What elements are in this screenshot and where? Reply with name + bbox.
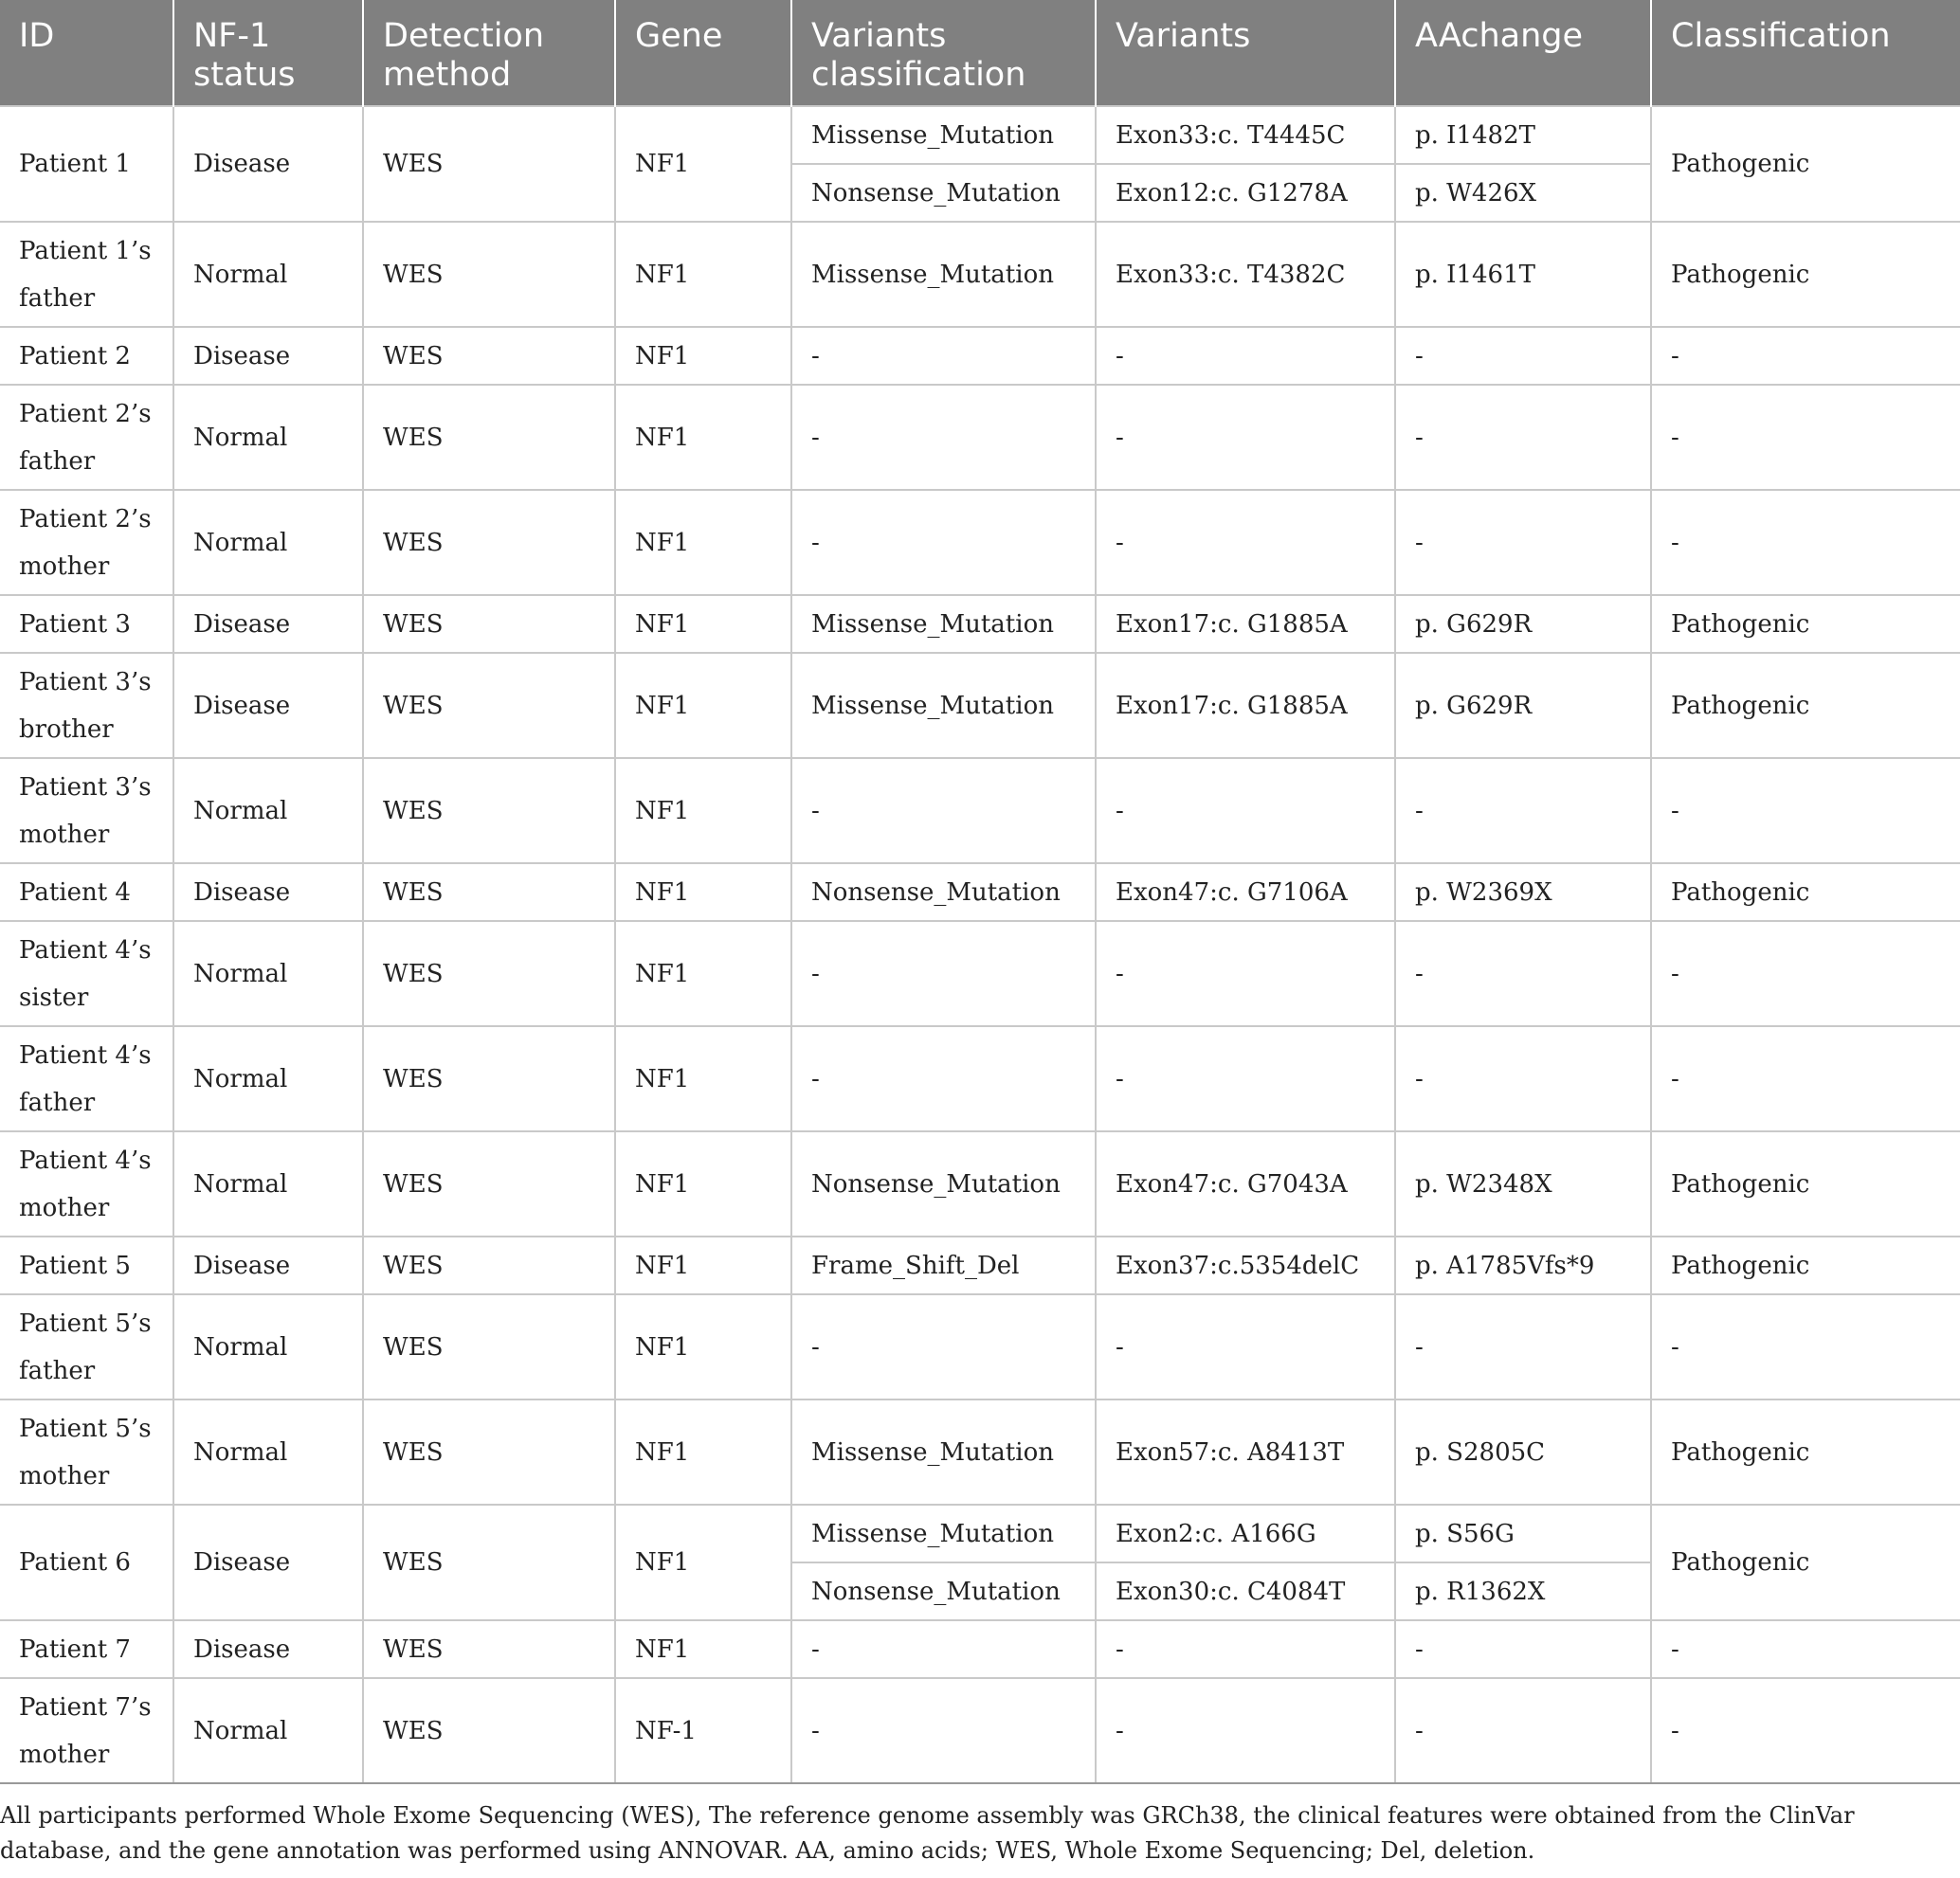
cell-variant: Exon12:c. G1278A: [1096, 164, 1395, 222]
table-footnote: All participants performed Whole Exome Sequencing (WES), The reference genome assembly was GRCh38, the clinical features were obtained from the ClinVar database, and the gene annotation was performed using ANNOVAR. AA, amino acids; WES, Whole Exome Sequencing; Del, deletion.: [0, 1802, 1855, 1864]
cell-detection-method: WES: [363, 758, 615, 863]
table-row: [0, 758, 1960, 863]
cell-classification: Pathogenic: [1651, 106, 1960, 222]
cell-id: Patient 7’s mother: [0, 1678, 173, 1783]
cell-nf1-status: Disease: [173, 1237, 363, 1294]
cell-aachange: -: [1395, 327, 1651, 385]
cell-detection-method: WES: [363, 653, 615, 758]
cell-detection-method: WES: [363, 1131, 615, 1237]
cell-nf1-status: Normal: [173, 758, 363, 863]
header-gene: Gene: [615, 0, 791, 106]
cell-detection-method: WES: [363, 1026, 615, 1131]
cell-detection-method: WES: [363, 222, 615, 327]
cell-gene: NF1: [615, 1505, 791, 1620]
cell-variants-classification: Missense_Mutation: [791, 595, 1096, 653]
cell-gene: NF1: [615, 327, 791, 385]
header-nf1-status: NF-1 status: [173, 0, 363, 106]
cell-nf1-status: Normal: [173, 385, 363, 490]
table-row: [0, 385, 1960, 490]
table-row: [0, 1620, 1960, 1678]
cell-nf1-status: Disease: [173, 595, 363, 653]
cell-classification: -: [1651, 921, 1960, 1026]
cell-classification: Pathogenic: [1651, 595, 1960, 653]
table-row: [0, 1294, 1960, 1399]
table-header: [0, 0, 1960, 106]
cell-classification: Pathogenic: [1651, 1399, 1960, 1505]
cell-id: Patient 5’s mother: [0, 1399, 173, 1505]
cell-variants-classification: Nonsense_Mutation: [791, 863, 1096, 921]
header-id: ID: [0, 0, 173, 106]
cell-gene: NF1: [615, 490, 791, 595]
cell-variants-classification: -: [791, 758, 1096, 863]
cell-gene: NF1: [615, 1237, 791, 1294]
cell-nf1-status: Normal: [173, 1399, 363, 1505]
cell-gene: NF1: [615, 1026, 791, 1131]
cell-nf1-status: Normal: [173, 921, 363, 1026]
cell-variants-classification: -: [791, 1620, 1096, 1678]
cell-detection-method: WES: [363, 1505, 615, 1620]
cell-classification: -: [1651, 758, 1960, 863]
cell-gene: NF1: [615, 595, 791, 653]
cell-variants-classification: Nonsense_Mutation: [791, 1131, 1096, 1237]
cell-variant: -: [1096, 327, 1395, 385]
cell-variants-classification: Nonsense_Mutation: [791, 1562, 1096, 1620]
cell-variant: Exon47:c. G7043A: [1096, 1131, 1395, 1237]
cell-id: Patient 5’s father: [0, 1294, 173, 1399]
table-row: [0, 595, 1960, 653]
cell-nf1-status: Normal: [173, 1026, 363, 1131]
cell-variants-classification: -: [791, 1294, 1096, 1399]
cell-variants-classification: -: [791, 327, 1096, 385]
cell-variant: Exon17:c. G1885A: [1096, 595, 1395, 653]
cell-gene: NF1: [615, 1131, 791, 1237]
cell-detection-method: WES: [363, 1237, 615, 1294]
cell-variant: -: [1096, 385, 1395, 490]
cell-variants-classification: -: [791, 385, 1096, 490]
cell-aachange: p. S2805C: [1395, 1399, 1651, 1505]
cell-variants-classification: Missense_Mutation: [791, 1399, 1096, 1505]
cell-variant: Exon57:c. A8413T: [1096, 1399, 1395, 1505]
cell-detection-method: WES: [363, 385, 615, 490]
cell-variants-classification: -: [791, 490, 1096, 595]
cell-aachange: p. G629R: [1395, 595, 1651, 653]
cell-classification: -: [1651, 1620, 1960, 1678]
cell-aachange: p. W2348X: [1395, 1131, 1651, 1237]
table-row: [0, 1505, 1960, 1562]
cell-variants-classification: Missense_Mutation: [791, 1505, 1096, 1562]
cell-aachange: -: [1395, 1620, 1651, 1678]
cell-nf1-status: Normal: [173, 1678, 363, 1783]
cell-gene: NF1: [615, 385, 791, 490]
cell-variant: -: [1096, 921, 1395, 1026]
table-row: [0, 106, 1960, 164]
cell-id: Patient 4’s sister: [0, 921, 173, 1026]
table-row: [0, 1678, 1960, 1783]
cell-aachange: p. I1461T: [1395, 222, 1651, 327]
cell-detection-method: WES: [363, 1678, 615, 1783]
cell-aachange: -: [1395, 758, 1651, 863]
cell-aachange: -: [1395, 385, 1651, 490]
cell-id: Patient 2’s mother: [0, 490, 173, 595]
cell-aachange: p. G629R: [1395, 653, 1651, 758]
cell-variant: -: [1096, 1678, 1395, 1783]
cell-classification: -: [1651, 327, 1960, 385]
header-classification: Classification: [1651, 0, 1960, 106]
cell-aachange: -: [1395, 1294, 1651, 1399]
table-row: [0, 1131, 1960, 1237]
cell-gene: NF1: [615, 106, 791, 222]
cell-id: Patient 3’s brother: [0, 653, 173, 758]
header-detection-method: Detection method: [363, 0, 615, 106]
table-row: [0, 921, 1960, 1026]
cell-classification: Pathogenic: [1651, 653, 1960, 758]
cell-variant: Exon33:c. T4445C: [1096, 106, 1395, 164]
cell-detection-method: WES: [363, 106, 615, 222]
cell-variant: Exon37:c.5354delC: [1096, 1237, 1395, 1294]
cell-aachange: p. W2369X: [1395, 863, 1651, 921]
cell-gene: NF1: [615, 653, 791, 758]
cell-variants-classification: -: [791, 921, 1096, 1026]
cell-nf1-status: Disease: [173, 106, 363, 222]
cell-detection-method: WES: [363, 863, 615, 921]
cell-nf1-status: Normal: [173, 222, 363, 327]
header-variants-classification: Variants classification: [791, 0, 1096, 106]
cell-id: Patient 3’s mother: [0, 758, 173, 863]
cell-classification: -: [1651, 1678, 1960, 1783]
cell-classification: Pathogenic: [1651, 1237, 1960, 1294]
cell-variant: -: [1096, 758, 1395, 863]
cell-gene: NF1: [615, 1620, 791, 1678]
cell-gene: NF1: [615, 222, 791, 327]
table-row: [0, 327, 1960, 385]
cell-id: Patient 4’s father: [0, 1026, 173, 1131]
cell-nf1-status: Disease: [173, 653, 363, 758]
cell-classification: Pathogenic: [1651, 1505, 1960, 1620]
cell-aachange: -: [1395, 1026, 1651, 1131]
cell-id: Patient 6: [0, 1505, 173, 1620]
cell-detection-method: WES: [363, 1399, 615, 1505]
cell-id: Patient 7: [0, 1620, 173, 1678]
cell-variant: Exon47:c. G7106A: [1096, 863, 1395, 921]
cell-nf1-status: Disease: [173, 863, 363, 921]
cell-classification: -: [1651, 385, 1960, 490]
cell-id: Patient 2’s father: [0, 385, 173, 490]
cell-id: Patient 2: [0, 327, 173, 385]
cell-gene: NF1: [615, 1399, 791, 1505]
cell-aachange: p. S56G: [1395, 1505, 1651, 1562]
cell-variants-classification: -: [791, 1678, 1096, 1783]
table-row: [0, 1237, 1960, 1294]
table-row: [0, 222, 1960, 327]
cell-aachange: p. A1785Vfs*9: [1395, 1237, 1651, 1294]
cell-classification: -: [1651, 1026, 1960, 1131]
header-variants: Variants: [1096, 0, 1395, 106]
cell-detection-method: WES: [363, 595, 615, 653]
cell-classification: Pathogenic: [1651, 222, 1960, 327]
cell-nf1-status: Disease: [173, 1505, 363, 1620]
cell-variant: -: [1096, 490, 1395, 595]
cell-gene: NF1: [615, 921, 791, 1026]
cell-id: Patient 4: [0, 863, 173, 921]
table-row: [0, 863, 1960, 921]
cell-nf1-status: Normal: [173, 1294, 363, 1399]
cell-detection-method: WES: [363, 327, 615, 385]
cell-gene: NF1: [615, 758, 791, 863]
cell-variants-classification: Nonsense_Mutation: [791, 164, 1096, 222]
cell-aachange: p. I1482T: [1395, 106, 1651, 164]
cell-variants-classification: Missense_Mutation: [791, 222, 1096, 327]
cell-gene: NF1: [615, 1294, 791, 1399]
cell-gene: NF1: [615, 863, 791, 921]
cell-id: Patient 3: [0, 595, 173, 653]
cell-nf1-status: Disease: [173, 327, 363, 385]
cell-classification: -: [1651, 1294, 1960, 1399]
table-body: [0, 106, 1960, 1783]
cell-aachange: -: [1395, 490, 1651, 595]
cell-variant: -: [1096, 1620, 1395, 1678]
cell-detection-method: WES: [363, 1620, 615, 1678]
cell-variants-classification: Missense_Mutation: [791, 106, 1096, 164]
cell-variant: -: [1096, 1026, 1395, 1131]
table-row: [0, 490, 1960, 595]
cell-variant: Exon33:c. T4382C: [1096, 222, 1395, 327]
cell-gene: NF-1: [615, 1678, 791, 1783]
cell-variant: Exon30:c. C4084T: [1096, 1562, 1395, 1620]
cell-classification: -: [1651, 490, 1960, 595]
cell-classification: Pathogenic: [1651, 1131, 1960, 1237]
cell-id: Patient 1: [0, 106, 173, 222]
cell-aachange: p. W426X: [1395, 164, 1651, 222]
table-row: [0, 1026, 1960, 1131]
cell-detection-method: WES: [363, 1294, 615, 1399]
table-row: [0, 653, 1960, 758]
cell-variant: Exon17:c. G1885A: [1096, 653, 1395, 758]
header-aachange: AAchange: [1395, 0, 1651, 106]
cell-classification: Pathogenic: [1651, 863, 1960, 921]
cell-id: Patient 4’s mother: [0, 1131, 173, 1237]
cell-detection-method: WES: [363, 490, 615, 595]
cell-variant: Exon2:c. A166G: [1096, 1505, 1395, 1562]
cell-detection-method: WES: [363, 921, 615, 1026]
cell-aachange: -: [1395, 1678, 1651, 1783]
cell-variants-classification: -: [791, 1026, 1096, 1131]
cell-nf1-status: Normal: [173, 1131, 363, 1237]
cell-id: Patient 1’s father: [0, 222, 173, 327]
cell-variants-classification: Frame_Shift_Del: [791, 1237, 1096, 1294]
cell-aachange: p. R1362X: [1395, 1562, 1651, 1620]
cell-aachange: -: [1395, 921, 1651, 1026]
cell-nf1-status: Disease: [173, 1620, 363, 1678]
cell-nf1-status: Normal: [173, 490, 363, 595]
cell-variants-classification: Missense_Mutation: [791, 653, 1096, 758]
cell-variant: -: [1096, 1294, 1395, 1399]
cell-id: Patient 5: [0, 1237, 173, 1294]
table-row: [0, 1399, 1960, 1505]
